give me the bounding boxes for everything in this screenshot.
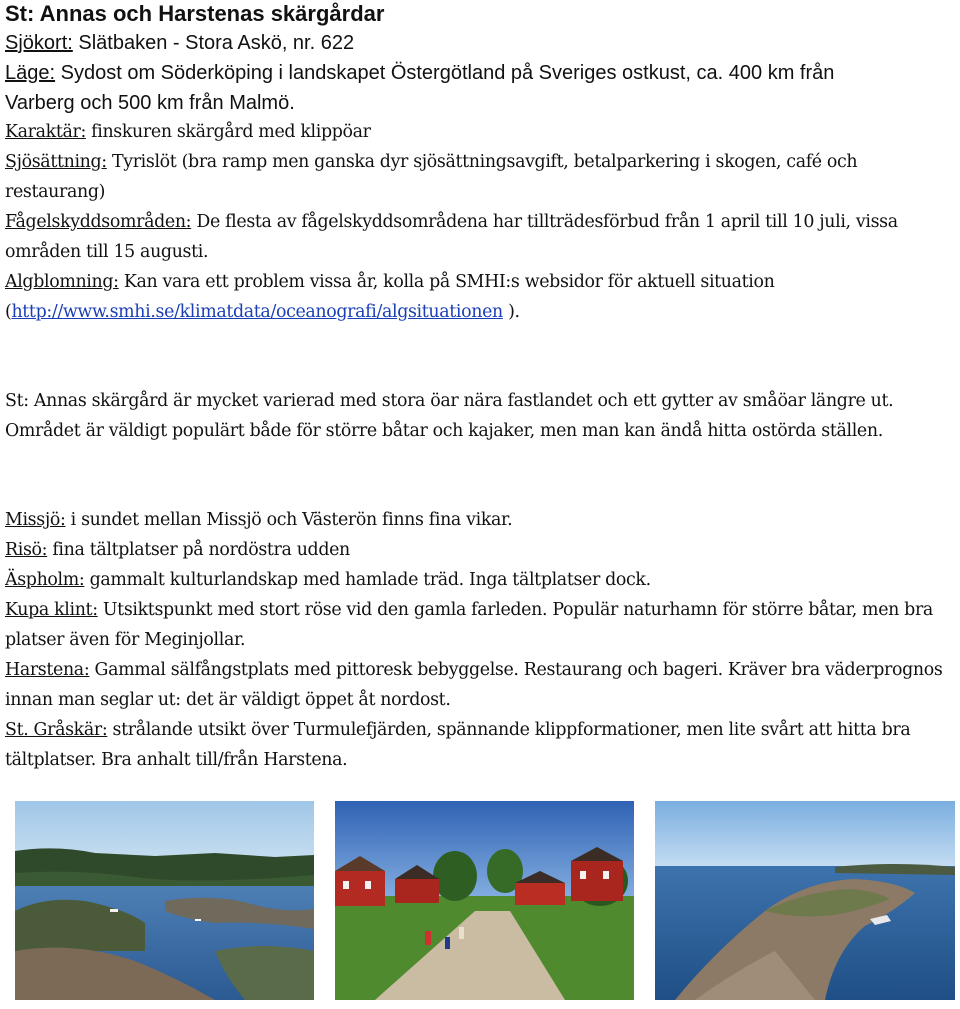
algae-label: Algblomning:	[5, 272, 119, 292]
launching-label: Sjösättning:	[5, 152, 107, 172]
launching-line	[5, 147, 957, 207]
place-harstena	[5, 655, 957, 715]
place-text: i sundet mellan Missjö och Västerön finns fina vikar.	[65, 510, 513, 530]
place-kupa-klint	[5, 595, 957, 655]
place-text: fina tältplatser på nordöstra udden	[47, 540, 350, 560]
place-text: Gammal sälfångstplats med pittoresk bebyggelse. Restaurang och bageri. Kräver bra väderprognos innan man seglar ut: det är väldigt öppet åt nordost.	[5, 660, 943, 710]
character-label: Karaktär:	[5, 122, 86, 142]
place-text: strålande utsikt över Turmulefjärden, spännande klippformationer, men lite svårt att hitta bra tältplatser. Bra anhalt till/från Harstena.	[5, 720, 911, 770]
algae-line	[5, 267, 957, 327]
place-text: Utsiktspunkt med stort röse vid den gamla farleden. Populär naturhamn för större båtar, men bra platser även för Meginjollar.	[5, 600, 933, 650]
archipelago-bay-photo	[15, 801, 314, 1000]
intro-paragraph: St: Annas skärgård är mycket varierad med stora öar nära fastlandet och ett gytter av småöar längre ut. Området är väldigt populärt både för större båtar och kajaker, men man kan ändå hitta ostörda ställen.	[5, 391, 894, 441]
character-value: finskuren skärgård med klippöar	[85, 122, 371, 142]
harstena-village-photo	[335, 801, 634, 1000]
place-label: St. Gråskär:	[5, 720, 108, 740]
smhi-link[interactable]: http://www.smhi.se/klimatdata/oceanografi/algsituationen	[11, 302, 503, 322]
algae-value: Kan vara ett problem vissa år, kolla på SMHI:s websidor för aktuell situation (	[5, 272, 775, 322]
places-list	[5, 505, 957, 775]
chart-line	[5, 28, 955, 58]
place-label: Äspholm:	[5, 570, 85, 590]
place-label: Harstena:	[5, 660, 90, 680]
algae-value-end: ).	[502, 302, 520, 322]
bird-areas-label: Fågelskyddsområden:	[5, 212, 192, 232]
place-label: Missjö:	[5, 510, 66, 530]
place-aspholm	[5, 565, 957, 595]
place-st-graskar	[5, 715, 957, 775]
launching-value: Tyrislöt (bra ramp men ganska dyr sjösättningsavgift, betalparkering i skogen, café och restaurang)	[5, 152, 858, 202]
character-line	[5, 117, 957, 147]
location-value: Sydost om Söderköping i landskapet Östergötland på Sveriges ostkust, ca. 400 km från Varberg och 500 km från Malmö.	[5, 62, 835, 114]
location-label: Läge:	[5, 62, 56, 84]
bird-areas-line	[5, 207, 957, 267]
bird-areas-value: De flesta av fågelskyddsområdena har tillträdesförbud från 1 april till 10 juli, vissa områden till 15 augusti.	[5, 212, 898, 262]
place-label: Risö:	[5, 540, 48, 560]
chart-value: Slätbaken - Stora Askö, nr. 622	[72, 32, 355, 54]
rocky-point-photo	[655, 801, 955, 1000]
place-label: Kupa klint:	[5, 600, 98, 620]
place-text: gammalt kulturlandskap med hamlade träd. Inga tältplatser dock.	[84, 570, 651, 590]
location-line	[5, 58, 895, 118]
chart-label: Sjökort:	[5, 32, 73, 54]
place-missjo	[5, 505, 957, 535]
page-title: St: Annas och Harstenas skärgårdar	[5, 1, 385, 26]
place-riso	[5, 535, 957, 565]
